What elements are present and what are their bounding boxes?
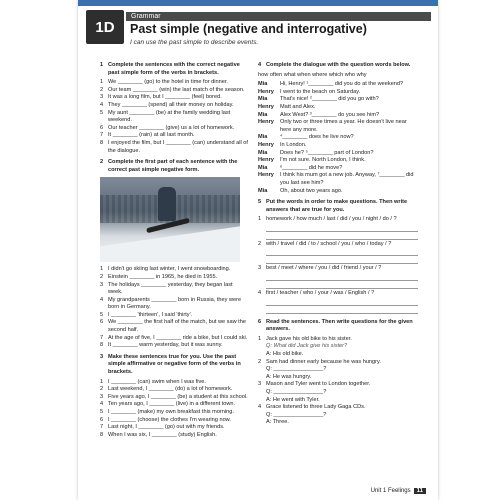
dialogue-line[interactable]: Henry Only two or three times a year. He doesn't live near here any more. [258,119,407,133]
dialogue-line[interactable]: Henry I think his mum got a new job. Anyway, ⁷________ did you last see him? [258,172,414,186]
exercise-3-heading: 3 Make these sentences true for you. Use the past simple affirmative or negative form of the verbs in brackets. [100,353,241,376]
answer-line[interactable] [266,225,418,232]
top-strip [78,0,438,6]
exercise-4-heading: 4 Complete the dialogue with the question words below. [258,62,411,68]
answer-line[interactable] [266,299,418,306]
ex3-item[interactable]: 7 Last night, I ________ (go) out with my friends. [100,424,225,431]
dialogue-line[interactable]: Mia ⁶________ did he move? [258,164,343,171]
dialogue-line[interactable]: Henry I'm not sure. North London, I think. [258,157,366,164]
section-label: Grammar [126,12,431,21]
ex6-question[interactable]: Q: ________________? [266,411,327,418]
dialogue-line[interactable]: Mia Oh, about two years ago. [258,187,343,194]
ex6-item: 1 Jack gave his old bike to his sister. [258,335,352,342]
exercise-5-heading: 5 Put the words in order to make questions. Then write answers that are true for you. [258,199,408,213]
ex2-item[interactable]: 3 The holidays ________ yesterday, they began last week. [100,281,233,296]
answer-line[interactable] [266,307,418,314]
ex1-item[interactable]: 7 It ________ (rain) at all last month. [100,132,195,139]
ex1-item[interactable]: 2 Our team ________ (win) the last match of the season. [100,86,245,93]
dialogue-line[interactable]: Henry Matt and Alex. [258,103,316,110]
question-word-bank: how often what when where which who why [258,71,367,78]
dialogue-line[interactable]: Henry I went to the beach on Saturday. [258,88,361,95]
footer-unit-label: Unit 1 Feelings [370,488,411,494]
ex1-item[interactable]: 4 They ________ (spend) all their money on holiday. [100,101,234,108]
ex6-item: 4 Grace listened to three Lady Gaga CDs. [258,404,366,411]
ex2-item[interactable]: 8 It ________ warm yesterday, but it was sunny. [100,342,223,349]
right-column [258,62,418,427]
exercise-2-heading: 2 Complete the first part of each sentence with the correct past simple negative form. [100,159,238,173]
ex3-item[interactable]: 5 I ________ (make) my own breakfast this morning. [100,409,234,415]
ex5-item: 2 with / travel / did / to / school / you / who / today / ? [258,240,392,247]
page-title: Past simple (negative and interrogative) [130,22,367,36]
ex3-item[interactable]: 4 Ten years ago, I ________ (live) in a different town. [100,401,236,408]
dialogue-line[interactable]: Mia Alex West? ³________ do you see him? [258,111,380,118]
ex6-question[interactable]: Q: ________________? [266,366,327,373]
ex2-item[interactable]: 7 At the age of five, I ________ ride a bike, but I could ski. [100,334,248,341]
ex6-answer: A: He was hungry. [266,373,312,380]
ex3-item[interactable]: 1 I ________ (can) swim when I was five. [100,378,206,385]
ex6-answer: A: He went with Tyler. [266,396,320,403]
answer-line[interactable] [266,249,418,256]
page-number: 11 [414,488,426,494]
page-header [86,10,430,50]
ex2-item[interactable]: 5 I ________ 'thirteen', I said 'thirty'. [100,311,193,318]
page-subtitle: I can use the past simple to describe events. [130,39,259,46]
answer-line[interactable] [266,274,418,281]
ex3-item[interactable]: 3 Five years ago, I ________ (be) a student at this school. [100,393,248,400]
dialogue-line[interactable]: Mia ⁴________ does he live now? [258,134,354,141]
ex6-answer: A: His old bike. [266,351,304,358]
ex1-item[interactable]: 3 It was a long film, but I ________ (feel) bored. [100,94,222,101]
worksheet-page [78,0,438,500]
ex6-item: 3 Mason and Tyler went to London together. [258,381,371,388]
ex5-item: 4 first / teacher / who / your / was / English / ? [258,290,375,297]
ex1-item[interactable]: 5 My aunt ________ (be) at the family wedding last weekend. [100,109,231,124]
ex6-answer: A: Three. [266,419,289,426]
answer-line[interactable] [266,233,418,240]
ex1-item[interactable]: 1 We ________ (go) to the hotel in time for dinner. [100,79,228,86]
dialogue-line[interactable]: Mia Does he? ⁵________ part of London? [258,149,374,156]
ex6-question[interactable]: Q: ________________? [266,389,327,395]
exercise-6-heading: 6 Read the sentences. Then write questions for the given answers. [258,318,413,333]
ex5-item: 1 homework / how much / last / did / you / night / do / ? [258,216,397,223]
ex1-item[interactable]: 8 I enjoyed the film, but I ________ (can) understand all of the dialogue. [100,139,248,154]
ex3-item[interactable]: 8 When I was six, I ________ (study) English. [100,431,217,438]
ex2-item[interactable]: 2 Einstein ________ in 1965, he died in 1955. [100,273,218,280]
answer-line[interactable] [266,257,418,264]
left-column [100,62,248,439]
dialogue-line[interactable]: Mia Hi, Henry! ¹________ did you do at the weekend? [258,81,404,88]
dialogue-line[interactable]: Mia That's nice! ²________ did you go with? [258,96,379,103]
answer-line[interactable] [266,282,418,289]
ex3-item[interactable]: 2 Last weekend, I ________ (do) a lot of homework. [100,386,233,393]
ex5-item: 3 best / meet / where / you / did / friend / your / ? [258,265,382,272]
ex3-item[interactable]: 6 I ________ (choose) the clothes I'm wearing now. [100,416,231,423]
ex2-item[interactable]: 6 We ________ the first half of the match, but we saw the second half. [100,319,246,334]
unit-tag: 1D [86,10,124,44]
dialogue-line[interactable]: Henry In London. [258,141,307,148]
ex6-item: 2 Sam had dinner early because he was hungry. [258,358,381,365]
ex6-question[interactable]: Q: What did Jack give his sister? [266,343,348,350]
ex1-item[interactable]: 6 Our teacher ________ (give) us a lot of homework. [100,124,235,131]
ex2-item[interactable]: 1 I didn't go skiing last winter, I went snowboarding. [100,266,231,273]
snowboarder-photo [100,177,240,262]
ex2-item[interactable]: 4 My grandparents ________ born in Russia, they were born in Germany. [100,296,242,311]
page-footer [371,488,426,494]
exercise-1-heading: 1 Complete the sentences with the correct negative past simple form of the verbs in brackets. [100,62,240,76]
